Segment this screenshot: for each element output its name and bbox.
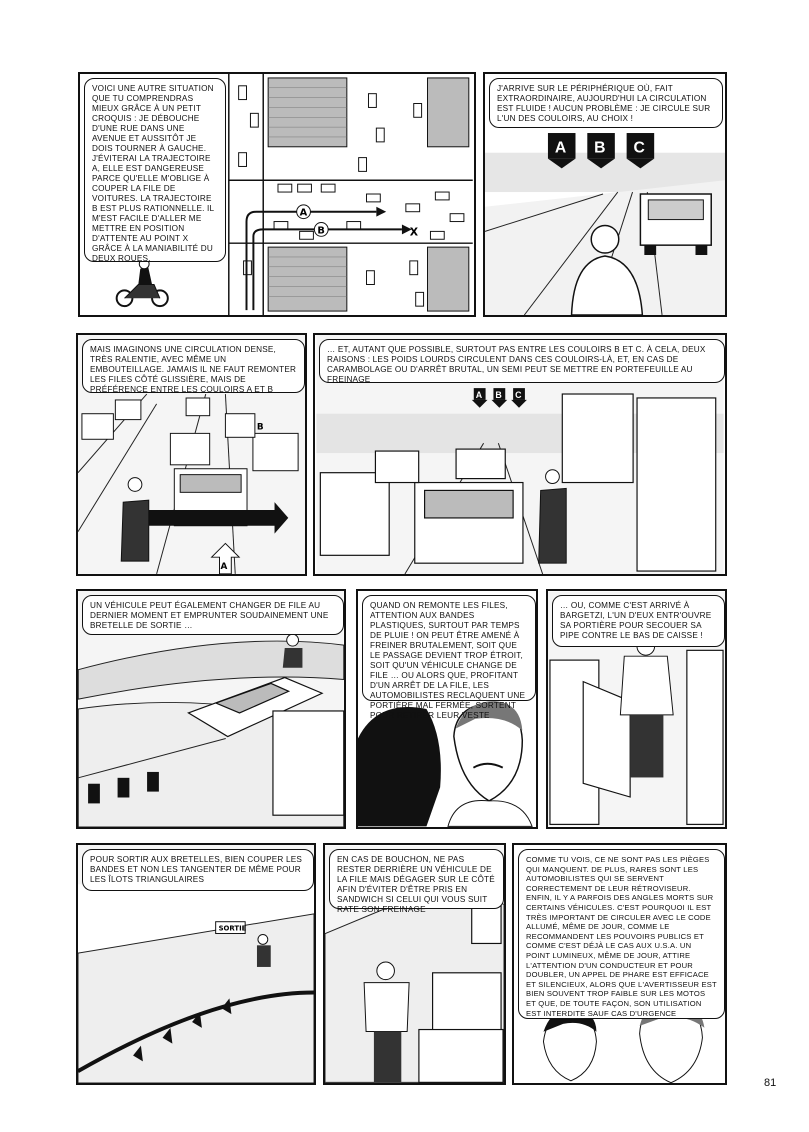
panel-3-dense-traffic: [76, 333, 307, 576]
panel-7-door-opening: [546, 589, 727, 829]
lane-a-label: A: [220, 561, 228, 572]
lane-c-marker: C: [515, 389, 522, 400]
caption-box: COMME TU VOIS, CE NE SONT PAS LES PIÈGES QUI MANQUENT. DE PLUS, RARES SONT LES AUTOMOBILISTES QUI SE SERVENT CORRECTEMENT DE LEUR RÉTROVISEUR. ENFIN, IL Y A PARFOIS DES ANGLES MORTS SUR CERTAINS VÉHICULES. C'EST POURQUOI IL EST TRÈS IMPORTANT DE CIRCULER AVEC LE CODE ALLUMÉ, MÊME DE JOUR, COMME LE RECOMMANDENT LES POUVOIRS PUBLICS ET COMME C'EST DÉJÀ LE CAS AUX U.S.A. UN POINT LUMINEUX, MÊME DE JOUR, ATTIRE L'ATTENTION D'UN CONDUCTEUR ET POUR DOUBLER, UN APPEL DE PHARE EST EFFICACE ET SILENCIEUX, ALORS QUE L'AVERTISSEUR EST BIEN SOUVENT TROP FAIBLE SUR LES MOTOS ET QUE, DE TOUTE FAÇON, SON UTILISATION EST INTERDITE SAUF CAS D'URGENCE: [518, 849, 725, 1019]
station-wagon-icon: [640, 194, 711, 255]
trajectory-a-label: A: [299, 207, 308, 219]
panel-5-exit-ramp: [76, 589, 346, 829]
trajectory-b-label: B: [317, 225, 325, 237]
lane-b-marker: B: [495, 389, 502, 400]
rider-profile-icon: [358, 707, 441, 826]
caption-box: EN CAS DE BOUCHON, NE PAS RESTER DERRIÈRE UN VÉHICULE DE LA FILE MAIS DÉGAGER SUR LE CÔTÉ AFIN D'ÉVITER D'ÊTRE PRIS EN SANDWICH SI CELUI QUI VOUS SUIT RATE SON FREINAGE: [329, 849, 504, 909]
lane-a-marker: A: [554, 139, 567, 157]
caption-box: J'ARRIVE SUR LE PÉRIPHÉRIQUE OÙ, FAIT EXTRAORDINAIRE, AUJOURD'HUI LA CIRCULATION EST FLUIDE ! AUCUN PROBLÈME : JE CIRCULE SUR L'UN DES COULOIRS, AU CHOIX !: [489, 78, 723, 128]
page-number: 81: [764, 1077, 777, 1089]
panel-6-plastic-strips: [356, 589, 538, 829]
panel-1-intersection-map: [78, 72, 476, 317]
lane-b-label: B: [256, 422, 264, 433]
caption-box: POUR SORTIR AUX BRETELLES, BIEN COUPER LES BANDES ET NON LES TANGENTER DE MÊME POUR LES ÎLOTS TRIANGULAIRES: [82, 849, 314, 891]
caption-box: … OU, COMME C'EST ARRIVÉ À BARGETZI, L'UN D'EUX ENTR'OUVRE SA PORTIÈRE POUR SECOUER SA PIPE CONTRE LE BAS DE CAISSE !: [552, 595, 725, 647]
panel-8-exit-sign: [76, 843, 316, 1085]
panel-9-traffic-jam: [323, 843, 506, 1085]
caption-box: … ET, AUTANT QUE POSSIBLE, SURTOUT PAS ENTRE LES COULOIRS B ET C. À CELA, DEUX RAISONS : LES POIDS LOURDS CIRCULENT DANS CES COULOIRS-LÀ, ET, EN CAS DE CARAMBOLAGE OU D'ARRÊT BRUTAL, UN SEMI PEUT SE METTRE EN PORTEFEUILLE AU FREINAGE: [319, 339, 725, 383]
lane-b-marker: B: [594, 139, 606, 157]
caption-box: QUAND ON REMONTE LES FILES, ATTENTION AUX BANDES PLASTIQUES, SURTOUT PAR TEMPS DE PLUIE ! ON PEUT ÊTRE AMENÉ À FREINER BRUTALEMENT, SOIT QUE LE PASSAGE DEVIENT TROP ÉTROIT, SOIT QU'UN VÉHICULE CHANGE DE FILE … OU ALORS QUE, PROFITANT D'UN ARRÊT DE LA FILE, LES AUTOMOBILISTES RECLAQUENT UNE PORTIÈRE MAL FERMÉE, SORTENT POUR RETIRER LEUR VESTE: [362, 595, 536, 701]
panel-2-ring-road-lanes: [483, 72, 727, 317]
lane-a-marker: A: [475, 389, 483, 400]
exit-sign-label: SORTIE: [218, 924, 247, 933]
point-x-label: X: [409, 225, 419, 239]
lane-c-marker: C: [633, 139, 645, 157]
caption-box: UN VÉHICULE PEUT ÉGALEMENT CHANGER DE FILE AU DERNIER MOMENT ET EMPRUNTER SOUDAINEMENT UNE BRETELLE DE SORTIE …: [82, 595, 344, 635]
panel-4-truck-lanes: [313, 333, 727, 576]
panel-10-final-advice: [512, 843, 727, 1085]
caption-box: VOICI UNE AUTRE SITUATION QUE TU COMPRENDRAS MIEUX GRÂCE À UN PETIT CROQUIS : JE DÉBOUCHE D'UNE RUE DANS UNE AVENUE ET AUSSITÔT JE DOIS TOURNER À GAUCHE. J'ÉVITERAI LA TRAJECTOIRE A, ELLE EST DANGEREUSE PARCE QU'ELLE M'OBLIGE À COUPER LA FILE DE VOITURES. LA TRAJECTOIRE B EST PLUS RATIONNELLE. IL M'EST FACILE D'ALLER ME METTRE EN POSITION D'ATTENTE AU POINT X GRÂCE À LA MANIABILITÉ DU DEUX ROUES.: [84, 78, 226, 262]
caption-box: MAIS IMAGINONS UNE CIRCULATION DENSE, TRÈS RALENTIE, AVEC MÊME UN EMBOUTEILLAGE. JAMAIS IL NE FAUT REMONTER LES FILES CÔTÉ GLISSIÈRE, MAIS DE PRÉFÉRENCE ENTRE LES COULOIRS A ET B: [82, 339, 305, 393]
